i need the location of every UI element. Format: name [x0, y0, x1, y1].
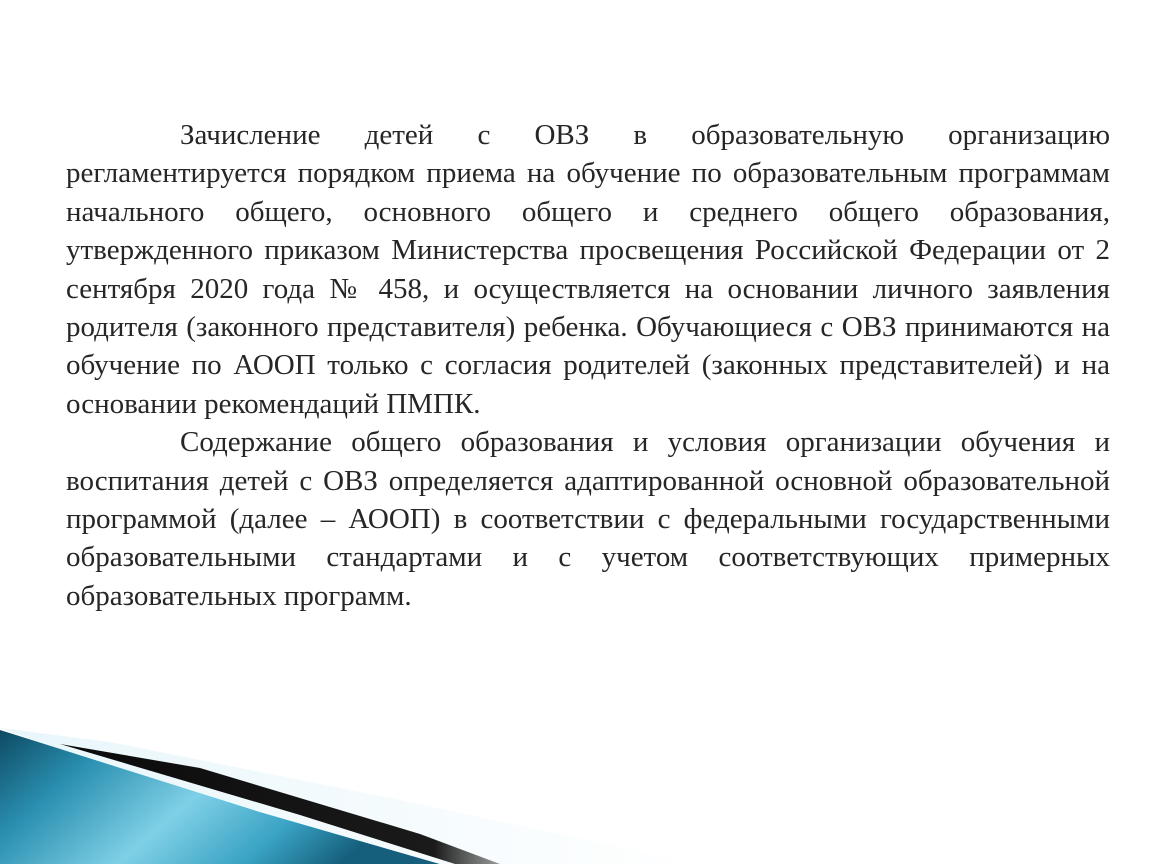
- black-stripe-shape: [60, 744, 500, 864]
- blue-wave-shape: [0, 730, 440, 864]
- light-band-shape: [0, 728, 700, 864]
- paragraph-enrollment: Зачисление детей с ОВЗ в образовательную организацию регламентируется порядком приема на обучение по образовательным программам начального общего, основного общего и среднего общего образования, утвержденного приказом Министерства просвещения Российской Федерации от 2 сентября 2020 года № 458, и осуществляется на основании личного заявления родителя (законного представителя) ребенка. Обучающиеся с ОВЗ принимаются на обучение по АООП только с согласия родителей (законных представителей) и на основании рекомендаций ПМПК.: [66, 119, 1110, 420]
- body-text: [66, 116, 1110, 615]
- paragraph-content: Содержание общего образования и условия организации обучения и воспитания детей с ОВЗ определяется адаптированной основной образовательной программой (далее – АООП) в соответствии с федеральными государственными образовательными стандартами и с учетом соответствующих примерных образовательных программ.: [66, 426, 1110, 612]
